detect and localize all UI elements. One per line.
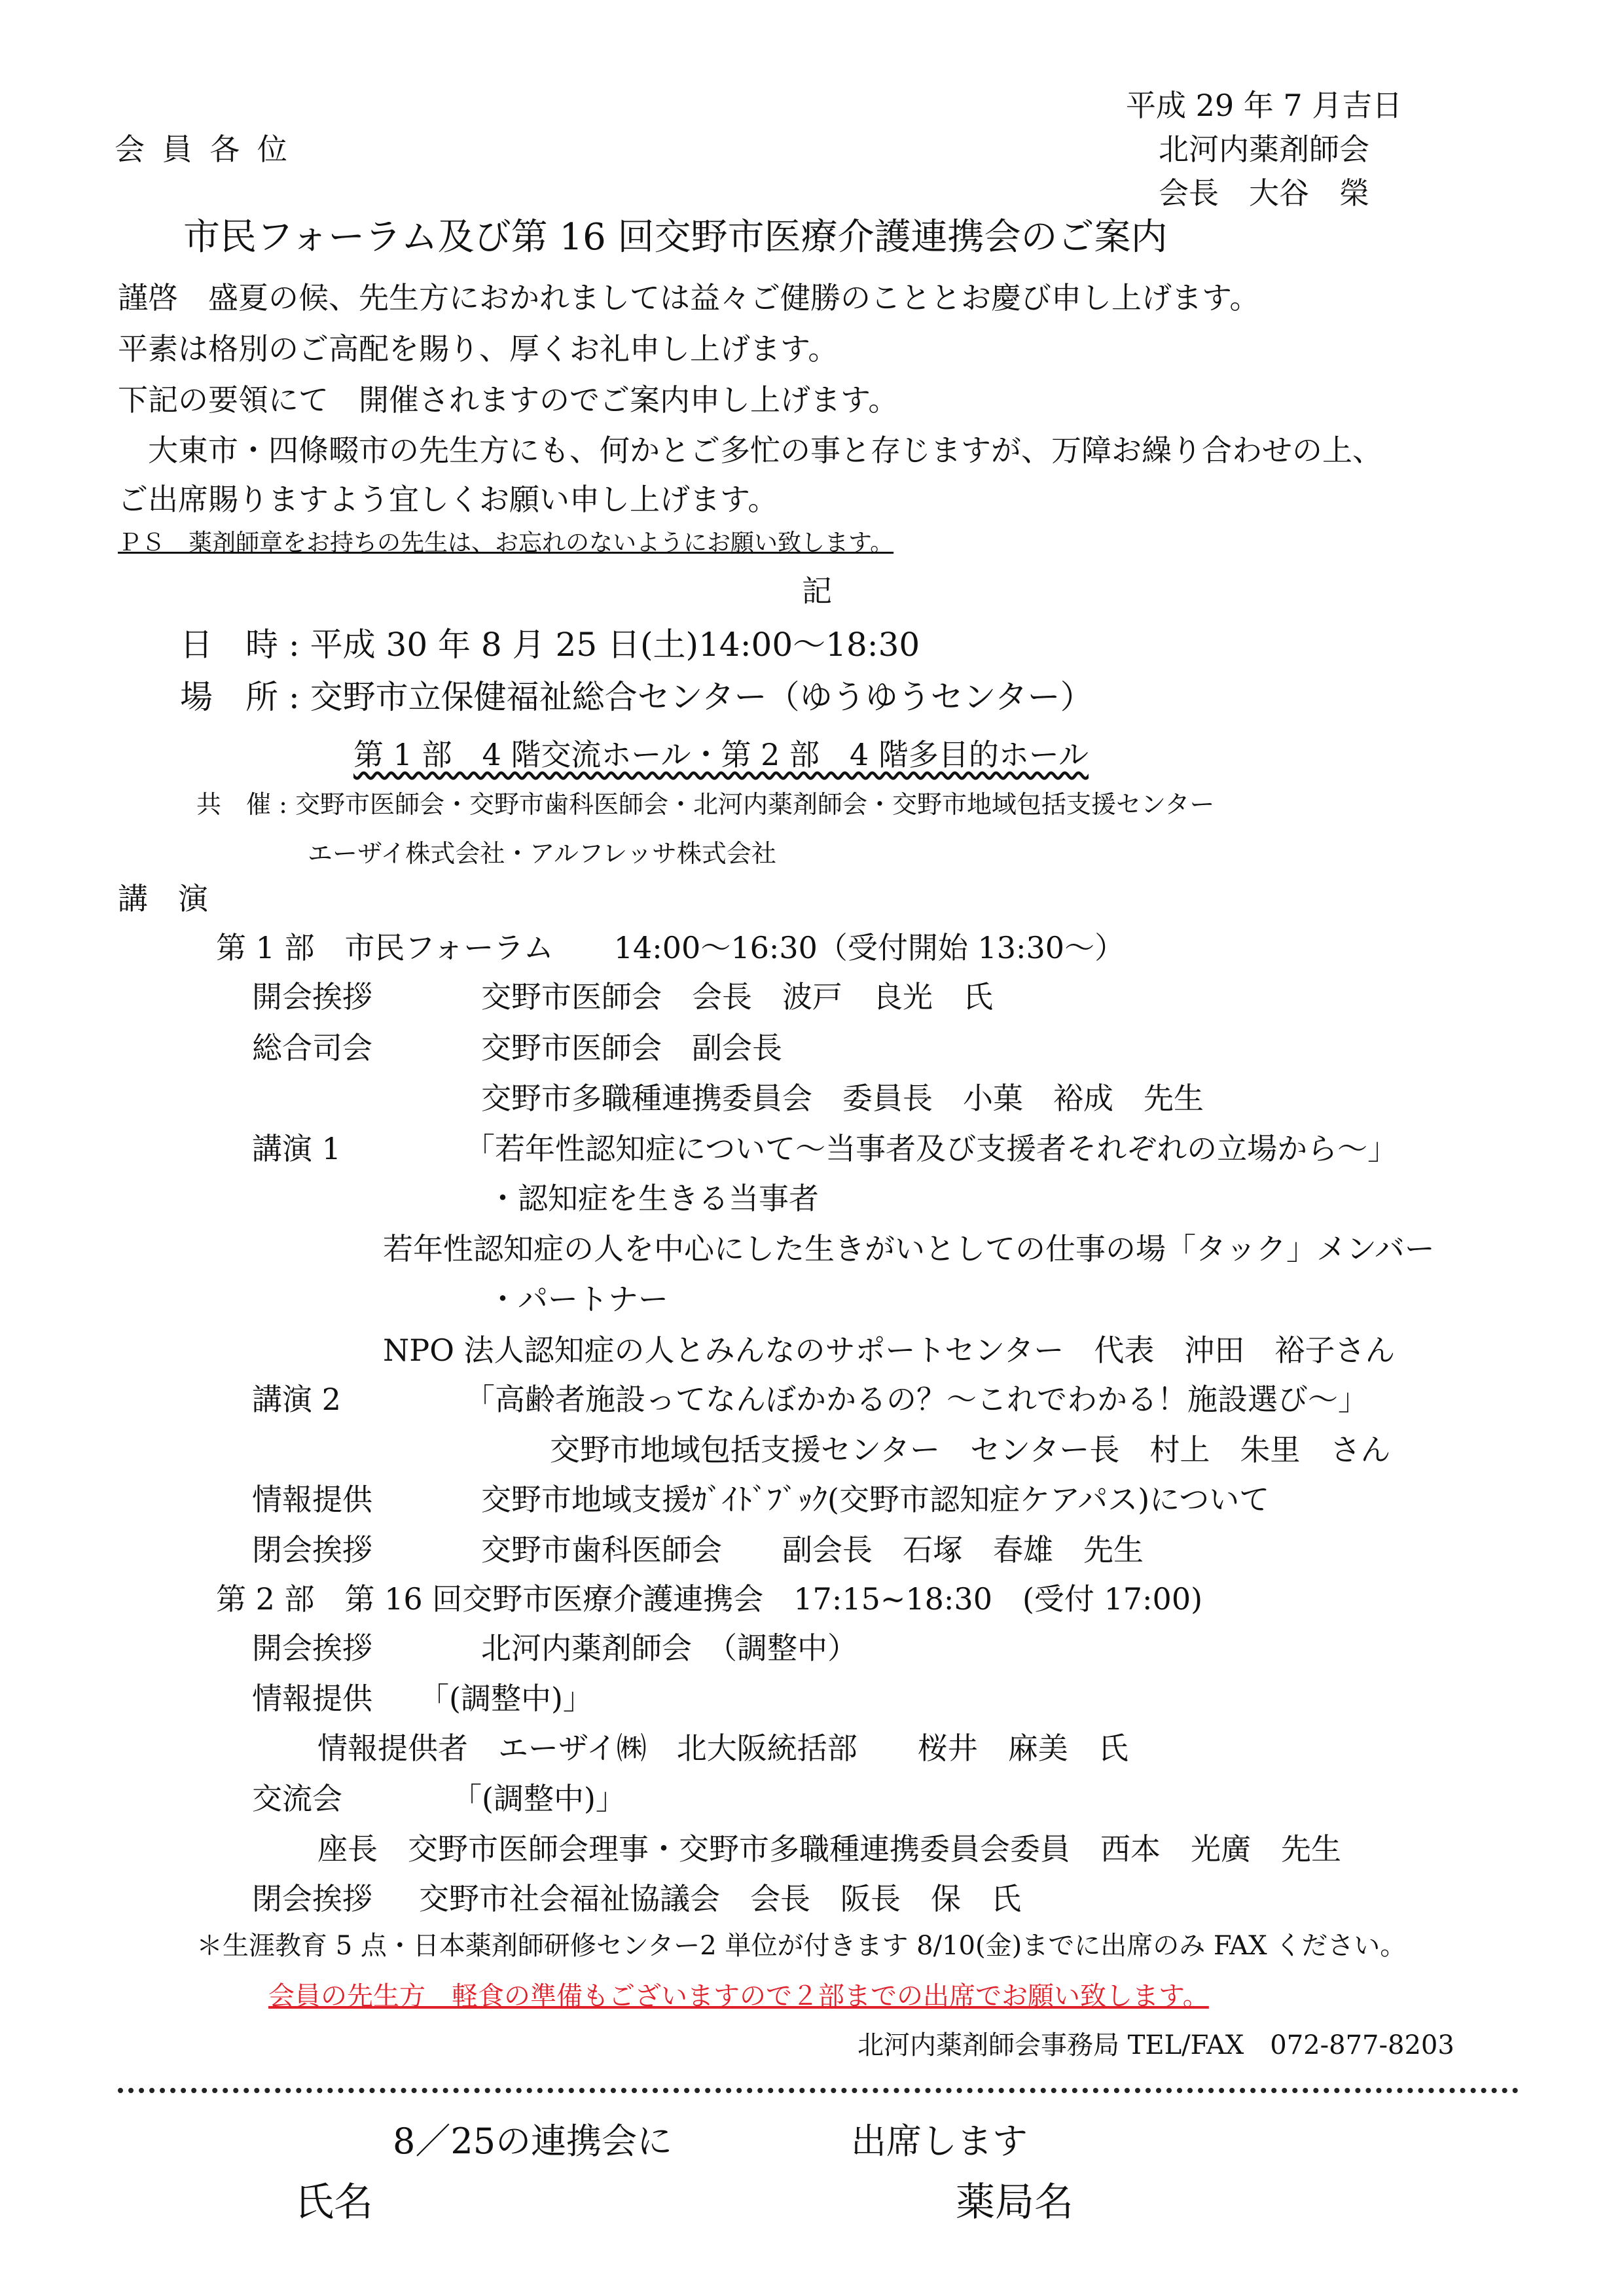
lecture1-speaker1-detail: 若年性認知症の人を中心にした生きがいとしての仕事の場「タック」メンバー [383, 1231, 1435, 1266]
opening2-text: 北河内薬剤師会 （調整中） [481, 1630, 857, 1666]
lecture2-title: 「高齢者施設ってなんぼかかるの？～これでわかる！施設選び～」 [465, 1382, 1368, 1417]
closing2-label: 閉会挨拶 [252, 1881, 372, 1916]
lecture1-label: 講演 1 [252, 1131, 341, 1166]
info2-presenter: 情報提供者 エーザイ㈱ 北大阪統括部 桜井 麻美 氏 [317, 1731, 1128, 1766]
lecture1-speaker1: ・認知症を生きる当事者 [488, 1181, 819, 1216]
reply-event: 8／25の連携会に [393, 2121, 673, 2162]
opening-text: 交野市医師会 会長 波戸 良光 氏 [481, 979, 993, 1014]
intro-line-1: 謹啓 盛夏の候、先生方におかれましては益々ご健勝のこととお慶び申し上げます。 [118, 280, 1260, 315]
event-datetime: 日 時 : 平成 30 年 8 月 25 日(土)14:00～18:30 [180, 626, 920, 664]
intro-line-5: ご出席賜りますよう宜しくお願い申し上げます。 [118, 482, 778, 517]
cohosts-line-2: エーザイ株式会社・アルフレッサ株式会社 [308, 839, 776, 868]
info-text: 交野市地域支援ｶﾞｲﾄﾞﾌﾞｯｸ(交野市認知症ケアパス)について [481, 1482, 1270, 1517]
intro-line-3: 下記の要領にて 開催されますのでご案内申し上げます。 [118, 382, 899, 418]
meal-note: 会員の先生方 軽食の準備もございますので２部までの出席でお願い致します。 [268, 1981, 1209, 2011]
info2-text: 「(調整中)」 [419, 1681, 593, 1716]
intro-line-4: 大東市・四條畷市の先生方にも、何かとご多忙の事と存じますが、万障お繰り合わせの上、 [118, 433, 1382, 468]
exchange-chair: 座長 交野市医師会理事・交野市多職種連携委員会委員 西本 光廣 先生 [317, 1831, 1341, 1867]
lecture1-speaker2: ・パートナー [488, 1282, 668, 1317]
info-label: 情報提供 [252, 1482, 372, 1517]
page-title: 市民フォーラム及び第 16 回交野市医療介護連携会のご案内 [183, 216, 1168, 259]
part1-heading: 第 1 部 市民フォーラム 14:00～16:30（受付開始 13:30～） [216, 930, 1125, 965]
mc-text-2: 交野市多職種連携委員会 委員長 小菓 裕成 先生 [481, 1081, 1204, 1116]
intro-line-2: 平素は格別のご高配を賜り、厚くお礼申し上げます。 [118, 331, 839, 367]
closing2-text: 交野市社会福祉協議会 会長 阪長 保 氏 [419, 1881, 1021, 1916]
closing1-label: 閉会挨拶 [252, 1532, 372, 1568]
exchange-label: 交流会 [252, 1781, 342, 1816]
lecture2-label: 講演 2 [252, 1382, 341, 1417]
credit-note: ＊生涯教育 5 点・日本薬剤師研修センター2 単位が付きます 8/10(金)までに出席のみ FAX ください。 [196, 1931, 1407, 1961]
name-field-label: 氏名 [295, 2179, 373, 2225]
sender-president: 会長 大谷 榮 [1159, 175, 1369, 211]
event-place: 場 所 : 交野市立保健福祉総合センター（ゆうゆうセンター） [180, 678, 1093, 716]
reply-attend[interactable]: 出席します [851, 2121, 1028, 2162]
exchange-text: 「(調整中)」 [452, 1781, 626, 1816]
lecture1-title: 「若年性認知症について～当事者及び支援者それぞれの立場から～」 [465, 1131, 1398, 1166]
letter-date: 平成 29 年 7 月吉日 [1126, 88, 1403, 123]
closing1-text: 交野市歯科医師会 副会長 石塚 春雄 先生 [481, 1532, 1144, 1568]
ps-note: ＰＳ 薬剤師章をお持ちの先生は、お忘れのないようにお願い致します。 [118, 529, 894, 556]
opening-label: 開会挨拶 [252, 979, 372, 1014]
part2-heading: 第 2 部 第 16 回交野市医療介護連携会 17:15~18:30 (受付 17:00) [216, 1581, 1203, 1617]
event-halls: 第 1 部 4 階交流ホール・第 2 部 4 階多目的ホール [353, 737, 1089, 772]
lecture1-speaker2-detail: NPO 法人認知症の人とみんなのサポートセンター 代表 沖田 裕子さん [383, 1333, 1396, 1368]
addressee: 会 員 各 位 [115, 132, 291, 167]
office-contact: 北河内薬剤師会事務局 TEL/FAX 072-877-8203 [857, 2030, 1454, 2060]
lecture2-speaker: 交野市地域包括支援センター センター長 村上 朱里 さん [550, 1432, 1391, 1467]
cohosts-line-1: 共 催 : 交野市医師会・交野市歯科医師会・北河内薬剤師会・交野市地域包括支援センター [196, 790, 1215, 819]
info2-label: 情報提供 [252, 1681, 372, 1716]
ki-marker: 記 [802, 573, 832, 609]
program-heading: 講 演 [118, 881, 208, 916]
pharmacy-field-label: 薬局名 [956, 2179, 1074, 2225]
mc-text: 交野市医師会 副会長 [481, 1030, 782, 1066]
tear-off-divider [118, 2088, 1519, 2093]
sender-org: 北河内薬剤師会 [1159, 132, 1369, 167]
mc-label: 総合司会 [252, 1030, 372, 1066]
opening2-label: 開会挨拶 [252, 1630, 372, 1666]
